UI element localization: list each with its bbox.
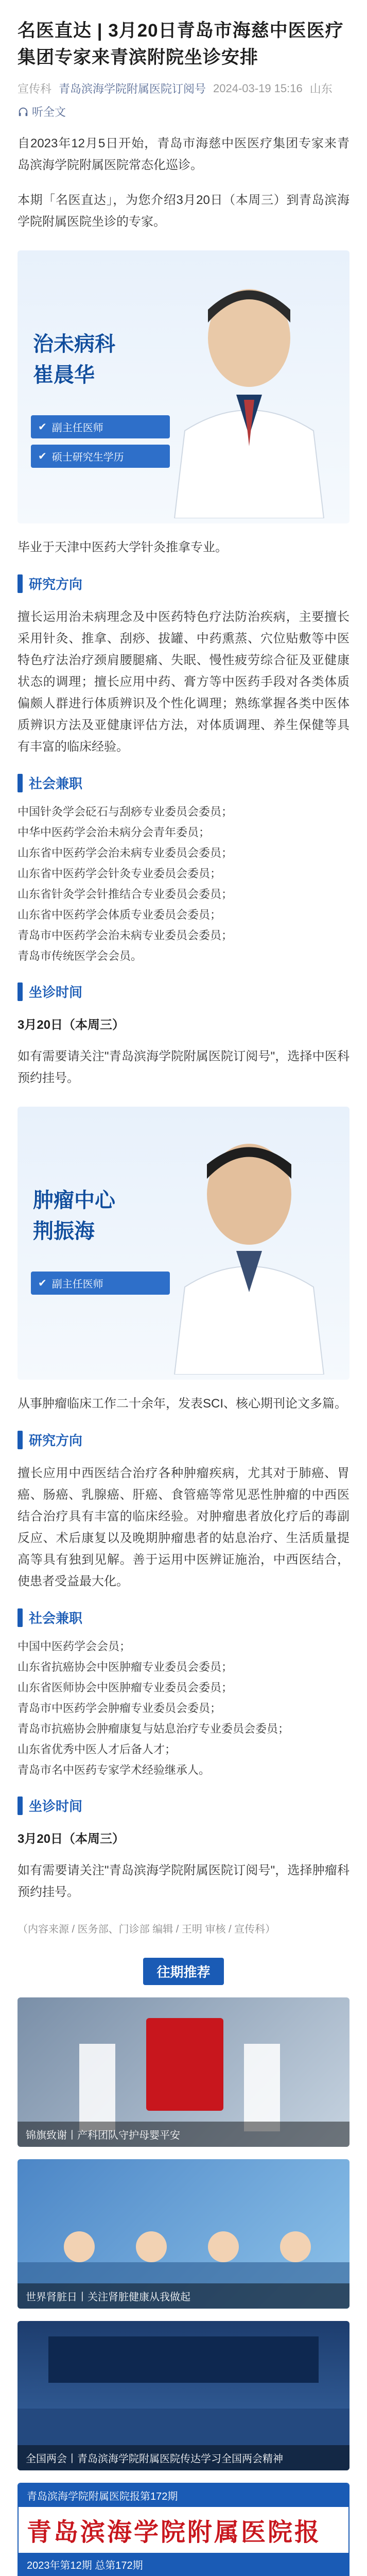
list-item: 山东省中医药学会体质专业委员会委员； — [18, 908, 222, 921]
location: 山东 — [309, 82, 333, 95]
list-item: 山东省医师协会中医肿瘤专业委员会委员； — [18, 1681, 233, 1694]
article-title: 名医直达 | 3月20日青岛市海慈中医医疗集团专家来青滨附院坐诊安排 — [18, 21, 344, 67]
doctor2-dept: 肿瘤中心 — [33, 1189, 115, 1212]
doctor1-research-heading: 研究方向 — [18, 574, 349, 593]
doctor2-research-heading: 研究方向 — [18, 1430, 349, 1449]
list-item: 山东省中医药学会治未病专业委员会委员； — [18, 846, 233, 859]
doctor1-card — [18, 250, 349, 523]
list-item: 山东省针灸学会针推结合专业委员会委员； — [18, 888, 233, 901]
doctor2-intro: 从事肿瘤临床工作二十余年，发表SCI、核心期刊论文多篇。 — [18, 1397, 347, 1411]
doctor1-badge-degree: ✔ 硕士研究生学历 — [31, 445, 170, 468]
check-icon: ✔ — [38, 451, 47, 462]
check-icon: ✔ — [38, 1278, 47, 1289]
list-item: 山东省优秀中医人才后备人才； — [18, 1743, 177, 1756]
list-item: 山东省中医药学会针灸专业委员会委员； — [18, 867, 222, 880]
check-icon: ✔ — [38, 421, 47, 433]
intro-paragraph-1: 自2023年12月5日开始，青岛市海慈中医医疗集团专家来青岛滨海学院附属医院常态化巡诊。 — [18, 137, 349, 172]
list-item: 青岛市名中医药专家学术经验继承人。 — [18, 1764, 211, 1776]
article-meta — [0, 71, 367, 120]
doctor1-dept: 治未病科 — [33, 333, 115, 355]
doctor2-photo — [164, 1117, 334, 1375]
doctor1-name: 崔晨华 — [33, 364, 95, 386]
list-item: 中华中医药学会治未病分会青年委员； — [18, 826, 211, 839]
intro-paragraph-2: 本期「名医直达」，为您介绍3月20日（本周三）到青岛滨海学院附属医院坐诊的专家。 — [18, 193, 349, 229]
doctor1-social-list — [18, 802, 349, 967]
list-item: 中国中医药学会会员； — [18, 1640, 131, 1653]
doctor1-grad: 毕业于天津中医药大学针灸推拿专业。 — [18, 540, 228, 554]
doctor2-name: 荆振海 — [33, 1220, 95, 1243]
doctor2-booking: 如有需要请关注"青岛滨海学院附属医院订阅号"，选择肿瘤科预约挂号。 — [18, 1863, 349, 1899]
credits: （内容来源 / 医务部、门诊部 编辑 / 王明 审核 / 宣传科） — [18, 1924, 276, 1935]
publish-date: 2024-03-19 15:16 — [213, 81, 303, 95]
newspaper-link-title: 青岛滨海学院附属医院报第172期 — [19, 2484, 348, 2507]
author-name: 宣传科 — [18, 82, 52, 95]
doctor1-time: 3月20日（本周三） — [18, 1018, 125, 1032]
doctor1-badge-title: ✔ 副主任医师 — [31, 415, 170, 438]
doctor2-social-heading: 社会兼职 — [18, 1608, 349, 1627]
listen-button[interactable] — [18, 104, 66, 120]
more-heading: 往期推荐 — [0, 1958, 367, 1985]
newspaper-masthead: 青岛滨海学院附属医院报 — [27, 2519, 322, 2546]
list-item: 中国针灸学会砭石与刮痧专业委员会委员； — [18, 805, 233, 818]
list-item: 青岛市抗癌协会肿瘤康复与姑息治疗专业委员会委员； — [18, 1722, 290, 1735]
doctor2-time-heading: 坐诊时间 — [18, 1796, 349, 1815]
list-item: 山东省抗癌协会中医肿瘤专业委员会委员； — [18, 1660, 233, 1673]
doctor2-badge-title: ✔ 副主任医师 — [31, 1272, 170, 1295]
doctor1-time-heading: 坐诊时间 — [18, 982, 349, 1001]
account-link[interactable]: 青岛滨海学院附属医院订阅号 — [59, 82, 206, 95]
listen-label: 听全文 — [32, 106, 66, 118]
newspaper-issue: 2023年第12期 总第172期 — [19, 2553, 348, 2576]
doctor2-time: 3月20日（本周三） — [18, 1832, 125, 1846]
doctor2-research: 擅长应用中西医结合治疗各种肿瘤疾病，尤其对于肺癌、胃癌、肠癌、乳腺癌、肝癌、食管癌等常见恶性肿瘤的中西医结合治疗具有丰富的临床经验。对肿瘤患者放化疗后的毒副反应、术后康复以及晚期肿瘤患者的姑息治疗、生活质量提高等具有独到见解。善于运用中医辨证施治，中西医结合，使患者受益最大化。 — [18, 1466, 349, 1588]
recommended-article-3[interactable]: 全国两会丨青岛滨海学院附属医院传达学习全国两会精神 — [18, 2321, 349, 2470]
recommended-article-2[interactable]: 世界肾脏日丨关注肾脏健康从我做起 — [18, 2159, 349, 2309]
doctor1-research: 擅长运用治未病理念及中医药特色疗法防治疾病，主要擅长采用针灸、推拿、刮痧、拔罐、中药熏蒸、穴位贴敷等中医特色疗法治疗颈肩腰腿痛、失眠、慢性疲劳综合征及亚健康状态的调理；擅长应用中药、膏方等中医药手段对各类体质偏颇人群进行体质辨识及个性化调理；熟练掌握各类中医体质辨识方法及亚健康评估方法，对体质调理、养生保健等具有丰富的临床经验。 — [18, 610, 349, 754]
doctor2-social-list — [18, 1636, 349, 1781]
list-item: 青岛市传统医学会会员。 — [18, 950, 143, 962]
doctor1-photo — [164, 261, 334, 518]
doctor2-card — [18, 1107, 349, 1380]
hospital-newspaper[interactable] — [18, 2483, 349, 2576]
doctor1-booking: 如有需要请关注"青岛滨海学院附属医院订阅号"，选择中医科预约挂号。 — [18, 1049, 349, 1085]
recommended-article-1[interactable]: 锦旗致谢丨产科团队守护母婴平安 — [18, 1997, 349, 2147]
doctor1-social-heading: 社会兼职 — [18, 773, 349, 792]
headphone-icon — [18, 106, 29, 117]
list-item: 青岛市中医药学会肿瘤专业委员会委员； — [18, 1702, 222, 1715]
list-item: 青岛市中医药学会治未病专业委员会委员； — [18, 929, 233, 942]
